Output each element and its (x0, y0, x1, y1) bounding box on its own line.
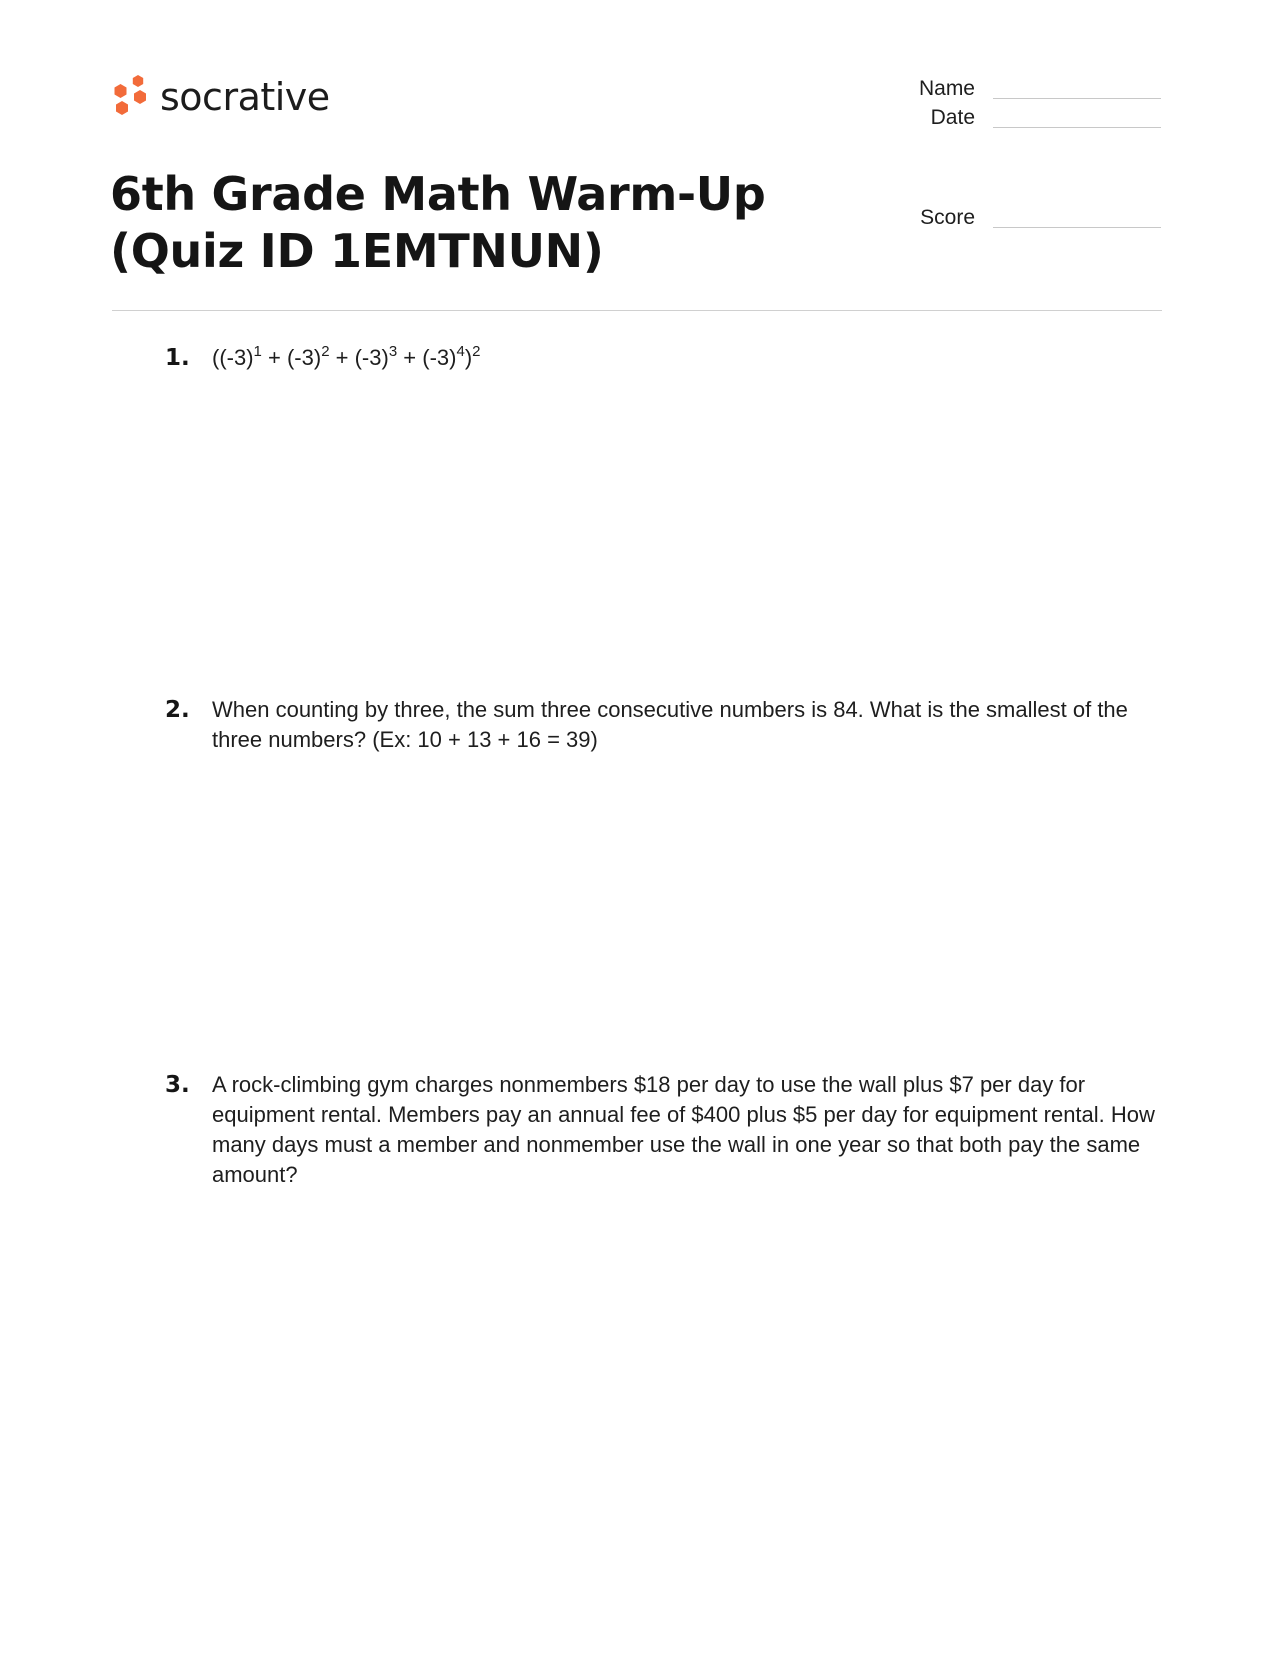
question-1 (165, 343, 1165, 376)
question-text: When counting by three, the sum three consecutive numbers is 84. What is the smallest of the three numbers? (Ex: 10 + 13 + 16 = 39) (212, 697, 1128, 752)
expression-exponent: 2 (321, 343, 330, 360)
expression-operator: + (329, 345, 355, 370)
expression-base: (-3) (286, 345, 322, 370)
expression-base: (-3) (354, 345, 389, 370)
socrative-logo (110, 72, 330, 122)
expression-exponent: 1 (253, 343, 262, 360)
expression-base: ) (464, 345, 473, 370)
score-label: Score (920, 206, 975, 229)
expression-operator: + (397, 345, 423, 370)
question-text: A rock-climbing gym charges nonmembers $18 per day to use the wall plus $7 per day for equipment rental. Members pay an annual fee of $400 plus $5 per day for equipment rental. How many days must a member and nonmember use the wall in one year so that both pay the same amount? (212, 1072, 1155, 1187)
expression-exponent: 3 (388, 343, 398, 360)
brand-name: socrative (160, 75, 330, 119)
score-field[interactable] (993, 227, 1161, 228)
expression-base: ((-3) (212, 345, 254, 370)
name-label: Name (918, 77, 975, 100)
question-number: 1. (165, 345, 190, 371)
date-label: Date (930, 106, 975, 129)
date-field[interactable] (993, 127, 1161, 128)
header-divider (112, 310, 1162, 311)
expression-base: (-3) (422, 345, 457, 370)
question-number: 3. (165, 1072, 190, 1098)
question-number: 2. (165, 697, 190, 723)
socrative-hexagon-icon (110, 72, 150, 122)
question-2 (165, 695, 1165, 755)
expression-operator: + (261, 345, 287, 370)
name-field[interactable] (993, 98, 1161, 99)
expression-exponent: 4 (456, 343, 465, 360)
expression-exponent: 2 (472, 343, 481, 360)
quiz-title: 6th Grade Math Warm-Up (Quiz ID 1EMTNUN) (110, 167, 766, 278)
question-3 (165, 1070, 1165, 1190)
question-1-expression (212, 343, 1165, 376)
